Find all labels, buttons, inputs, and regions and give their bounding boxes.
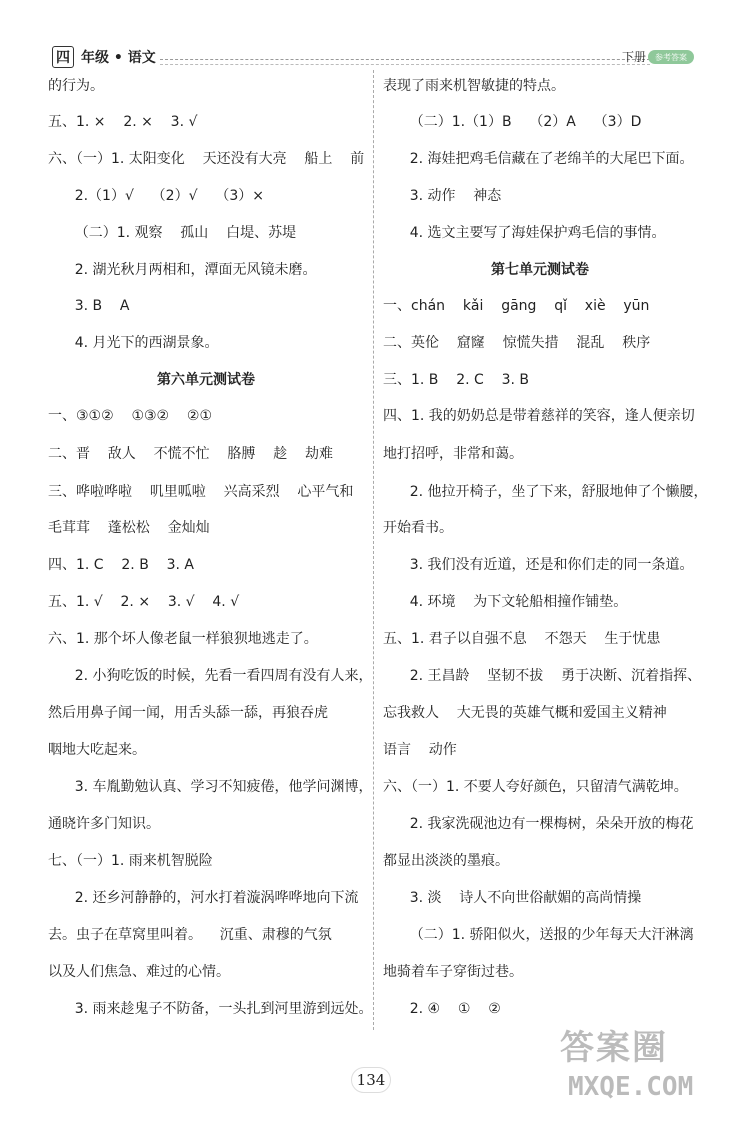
answer-line: 3. 淡 诗人不向世俗献媚的高尚情操 — [383, 890, 642, 906]
answer-line: 2. 我家洗砚池边有一棵梅树，朵朵开放的梅花 — [383, 816, 694, 832]
answer-line: 2. 他拉开椅子，坐了下来，舒服地伸了个懒腰， — [383, 484, 708, 500]
subject-label: 年级 • 语文 — [81, 50, 156, 66]
answer-line: （二）1. 骄阳似火，送报的少年每天大汗淋漓 — [383, 927, 694, 943]
page-number-oval — [351, 1067, 391, 1093]
answer-line: 语言 动作 — [383, 742, 457, 758]
answer-line: 一、chán kǎi gāng qǐ xiè yūn — [383, 298, 650, 314]
column-divider — [373, 70, 374, 1030]
page-number-text: 134 — [356, 1071, 386, 1089]
answer-line: 以及人们焦急、难过的心情。 — [48, 964, 230, 980]
answer-line: 都显出淡淡的墨痕。 — [383, 853, 509, 869]
answer-line: 3. B A — [48, 298, 130, 314]
answer-line: 二、晋 敌人 不慌不忙 胳膊 趁 劫难 — [48, 446, 334, 462]
answer-line: 2. 小狗吃饭的时候，先看一看四周有没有人来， — [48, 668, 373, 684]
answer-line: 六、（一）1. 不要人夸好颜色，只留清气满乾坤。 — [383, 779, 688, 795]
answer-line: 2. 湖光秋月两相和，潭面无风镜未磨。 — [48, 262, 317, 278]
answer-line: 然后用鼻子闻一闻，用舌头舔一舔，再狼吞虎 — [48, 705, 328, 721]
answer-line: 地打招呼，非常和蔼。 — [383, 446, 523, 462]
section-title: 第七单元测试卷 — [491, 262, 589, 278]
answer-line: 2. ④ ① ② — [383, 1001, 501, 1017]
header-divider — [160, 59, 650, 60]
answer-line: 咽地大吃起来。 — [48, 742, 146, 758]
answer-line: 4. 环境 为下文轮船相撞作铺垫。 — [383, 594, 628, 610]
answer-line: 3. 车胤勤勉认真、学习不知疲倦，他学问渊博， — [48, 779, 373, 795]
section-title: 第六单元测试卷 — [157, 372, 255, 388]
watermark-logo: 答案圈 — [560, 1028, 668, 1068]
answer-line: 3. 我们没有近道，还是和你们走的同一条道。 — [383, 557, 694, 573]
answer-line: 通晓许多门知识。 — [48, 816, 160, 832]
answer-line: 4. 选文主要写了海娃保护鸡毛信的事情。 — [383, 225, 666, 241]
answer-line: 地骑着车子穿街过巷。 — [383, 964, 523, 980]
answer-line: 3. 雨来趁鬼子不防备，一头扎到河里游到远处。 — [48, 1001, 373, 1017]
answer-line: 五、1. √ 2. × 3. √ 4. √ — [48, 594, 240, 610]
watermark — [520, 1020, 740, 1115]
answer-line: 开始看书。 — [383, 520, 453, 536]
answer-line: 四、1. 我的奶奶总是带着慈祥的笑容，逢人便亲切 — [383, 408, 695, 424]
answer-line: 2. 还乡河静静的，河水打着漩涡哗哗地向下流 — [48, 890, 359, 906]
answer-line: 四、1. C 2. B 3. A — [48, 557, 194, 573]
header-divider-2 — [160, 64, 650, 65]
answer-line: 忘我救人 大无畏的英雄气概和爱国主义精神 — [383, 705, 667, 721]
answer-line: 表现了雨来机智敏捷的特点。 — [383, 78, 565, 94]
answer-line: 的行为。 — [48, 78, 104, 94]
answer-line: 五、1. × 2. × 3. √ — [48, 114, 198, 130]
answer-line: 一、③①② ①③② ②① — [48, 408, 213, 424]
answer-line: 4. 月光下的西湖景象。 — [48, 335, 219, 351]
answer-line: 六、1. 那个坏人像老鼠一样狼狈地逃走了。 — [48, 631, 318, 647]
answer-line: 2.（1）√ （2）√ （3）× — [48, 188, 264, 204]
answer-line: （二）1.（1）B （2）A （3）D — [383, 114, 642, 130]
answer-line: 2. 王昌龄 坚韧不拔 勇于决断、沉着指挥、 — [383, 668, 702, 684]
answer-key-badge: 参考答案 — [648, 50, 694, 64]
answer-line: 二、英伦 窟窿 惊慌失措 混乱 秩序 — [383, 335, 651, 351]
answer-line: 2. 海娃把鸡毛信藏在了老绵羊的大尾巴下面。 — [383, 151, 694, 167]
answer-line: 七、（一）1. 雨来机智脱险 — [48, 853, 213, 869]
watermark-url: MXQE.COM — [568, 1072, 694, 1102]
answer-line: 毛茸茸 蓬松松 金灿灿 — [48, 520, 210, 536]
page-number — [351, 1067, 391, 1093]
answer-line: 五、1. 君子以自强不息 不怨天 生于忧患 — [383, 631, 661, 647]
answer-line: 六、（一）1. 太阳变化 天还没有大亮 船上 前 — [48, 151, 365, 167]
answer-line: 3. 动作 神态 — [383, 188, 502, 204]
answer-line: 去。虫子在草窝里叫着。 沉重、肃穆的气氛 — [48, 927, 332, 943]
answer-line: （二）1. 观察 孤山 白堤、苏堤 — [48, 225, 297, 241]
page-header — [48, 42, 708, 76]
grade-badge: 四 — [52, 46, 74, 68]
answer-line: 三、1. B 2. C 3. B — [383, 372, 530, 388]
answer-line: 三、哗啦哗啦 叽里呱啦 兴高采烈 心平气和 — [48, 484, 354, 500]
volume-label: 下册 — [622, 50, 647, 64]
